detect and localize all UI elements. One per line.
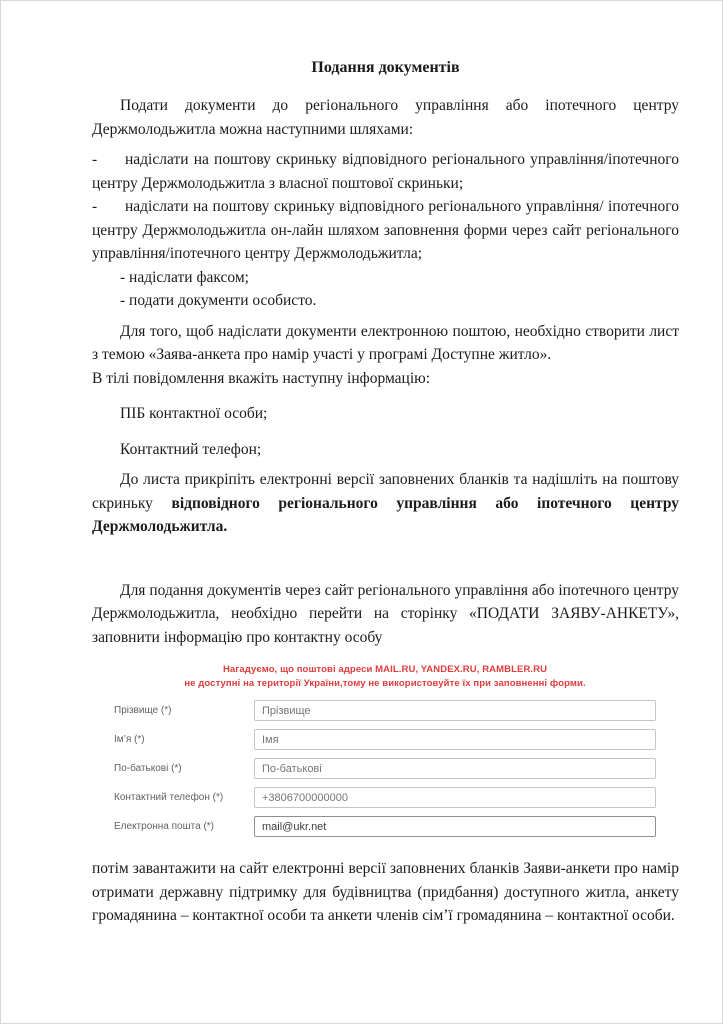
patronymic-input[interactable] [254, 758, 656, 779]
list-item-text: надіслати на поштову скриньку відповідного регіонального управління/ іпотечного центру Держмолодьжитла он-лайн шляхом заповнення форми через сайт регіонального управління/іпотечного центру Держмолодьжитла; [92, 198, 679, 262]
list-dash: - [92, 151, 98, 168]
surname-label: Прізвище (*) [114, 705, 172, 716]
patronymic-label: По-батькові (*) [114, 763, 182, 774]
form-row-phone [114, 787, 656, 808]
form-row-patronymic [114, 758, 656, 779]
form-row-surname [114, 700, 656, 721]
email-input[interactable] [254, 816, 656, 837]
email-label: Електронна пошта (*) [114, 821, 214, 832]
firstname-input[interactable] [254, 729, 656, 750]
document-content [1, 1, 722, 928]
form-warning-line2: не доступні на території України,тому не використовуйте їх при заповненні форми. [184, 677, 586, 689]
paragraph-site-submit: Для подання документів через сайт регіонального управління або іпотечного центру Держмолодьжитла, необхідно перейти на сторінку «ПОДАТИ ЗАЯВУ-АНКЕТУ», заповнити інформацію про контактну особу [92, 581, 679, 646]
list-dash: - [92, 198, 98, 215]
list-item-fax: - надіслати факсом; [120, 268, 249, 286]
document-title: Подання документів [311, 59, 460, 76]
list-item-text: надіслати на поштову скриньку відповідного регіонального управління/іпотечного центру Держмолодьжитла з власної поштової скриньки; [92, 151, 679, 192]
form-row-email [114, 816, 656, 837]
list-item-online-form [92, 195, 679, 266]
paragraph-intro: Подати документи до регіонального управління або іпотечного центру Держмолодьжитла можна наступними шляхами: [92, 97, 679, 138]
firstname-label: Ім’я (*) [114, 734, 145, 745]
list-item-in-person: - подати документи особисто. [120, 292, 317, 309]
phone-label: Контактний телефон (*) [114, 792, 224, 803]
list-item-own-mailbox [92, 148, 679, 195]
form-row-firstname [114, 729, 656, 750]
paragraph-email-subject: Для того, щоб надіслати документи електронною поштою, необхідно створити лист з темою «Заява-анкета про намір участі у програмі Доступне житло». [92, 322, 679, 363]
paragraph-contact-phone: Контактний телефон; [120, 440, 262, 458]
paragraph-attach [92, 468, 679, 539]
paragraph-attach-normal: До листа прикріпіть електронні версії заповнених бланків та надішліть на поштову скриньку [92, 471, 679, 512]
paragraph-upload: потім завантажити на сайт електронні версії заповнених бланків Заяви-анкети про намір отримати державну підтримку для будівництва (придбання) доступного житла, анкету громадянина – контактної особи та анкети членів сім’ї громадянина – контактної особи. [92, 860, 679, 924]
form-warning-line1: Нагадуємо, що поштові адреси MAIL.RU, YANDEX.RU, RAMBLER.RU [222, 664, 548, 675]
paragraph-body-info: В тілі повідомлення вкажіть наступну інформацію: [92, 369, 431, 387]
surname-input[interactable] [254, 700, 656, 721]
paragraph-attach-bold: відповідного регіонального управління або іпотечного центру Держмолодьжитла. [92, 494, 679, 535]
paragraph-contact-name: ПІБ контактної особи; [120, 405, 268, 422]
phone-input[interactable] [254, 787, 656, 808]
embedded-form [114, 663, 656, 837]
